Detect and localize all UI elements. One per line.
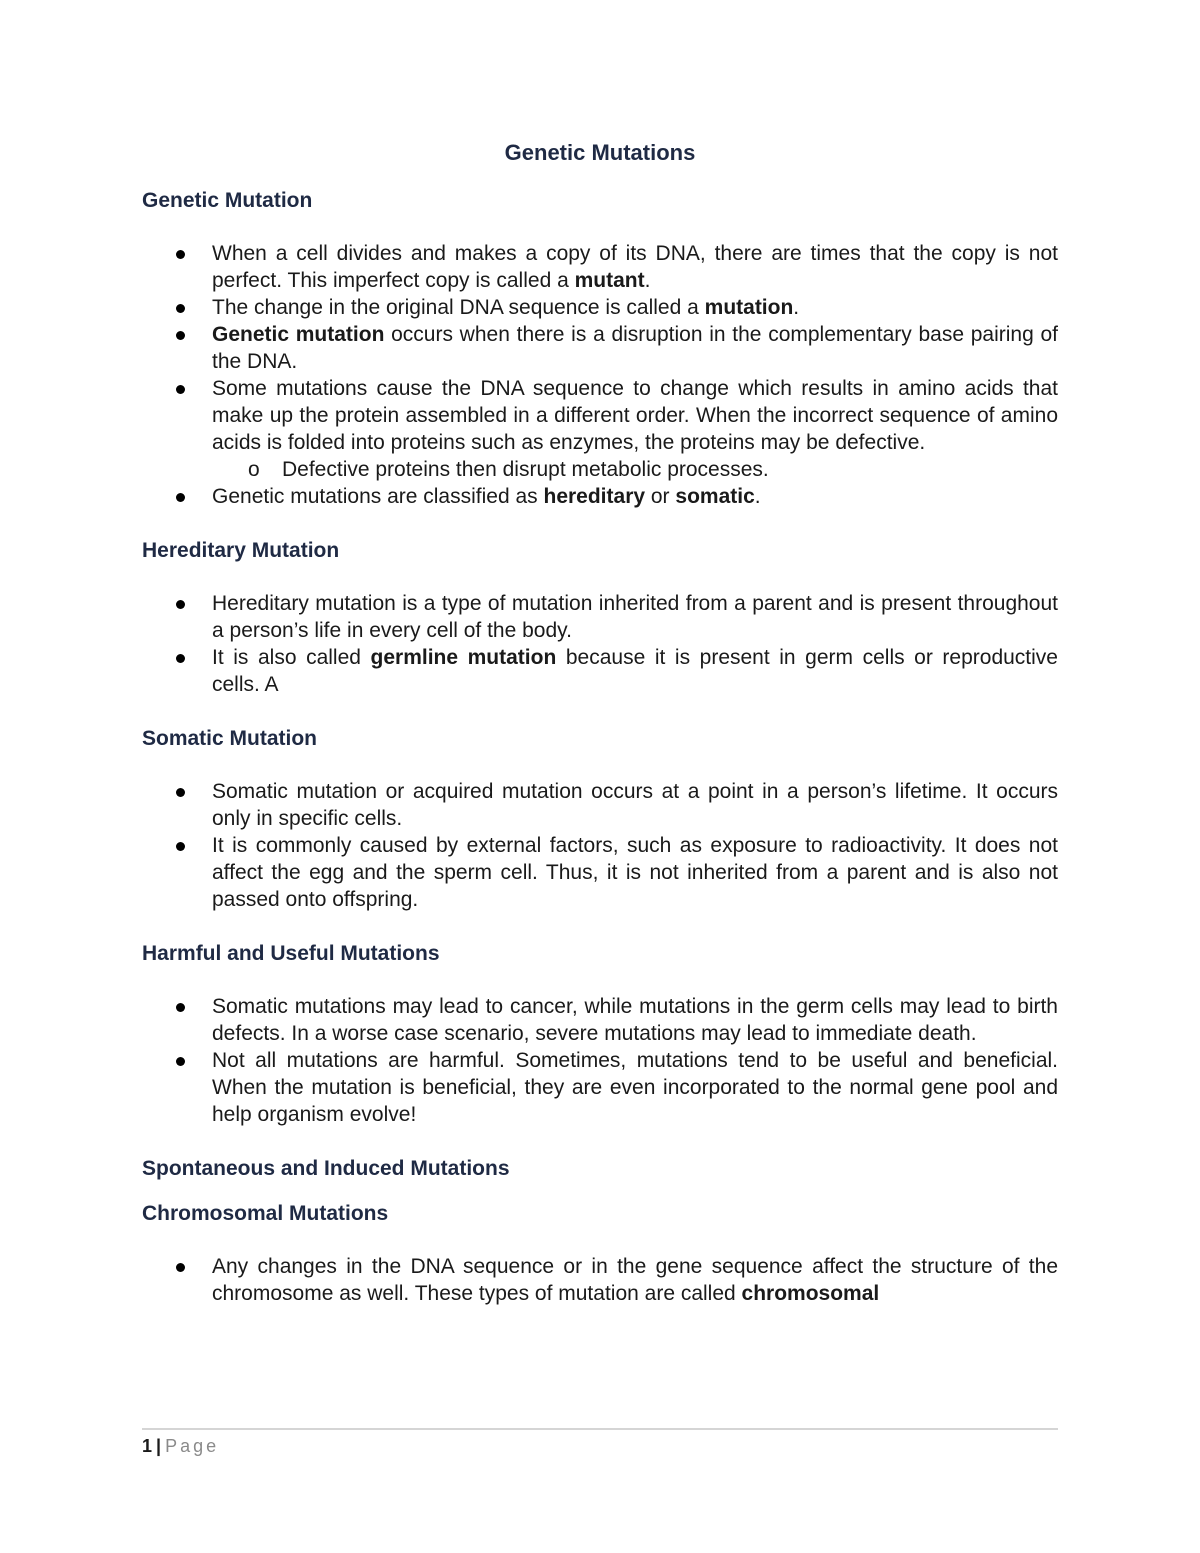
- sub-list-item: o Defective proteins then disrupt metabolic processes.: [248, 458, 769, 481]
- page-number: 1: [142, 1436, 153, 1456]
- page-footer: [142, 1433, 219, 1459]
- section-heading-chromosomal-mutations: Chromosomal Mutations: [142, 1202, 389, 1225]
- section-heading-harmful-useful: Harmful and Useful Mutations: [142, 942, 440, 965]
- section-heading-somatic-mutation: Somatic Mutation: [142, 727, 318, 750]
- sub-bullet-list: [212, 456, 1058, 483]
- list-item: When a cell divides and makes a copy of its DNA, there are times that the copy is not perfect. This imperfect copy is called a mutant.: [142, 240, 1058, 294]
- bullet-list-chromosomal-mutations: [142, 1253, 1058, 1307]
- list-item: Not all mutations are harmful. Sometimes, mutations tend to be useful and beneficial. When the mutation is beneficial, they are even incorporated to the normal gene pool and help organism evolve!: [142, 1047, 1058, 1128]
- list-item: Somatic mutation or acquired mutation occurs at a point in a person’s lifetime. It occurs only in specific cells.: [142, 778, 1058, 832]
- section-heading-genetic-mutation: Genetic Mutation: [142, 189, 313, 212]
- list-item: Any changes in the DNA sequence or in the gene sequence affect the structure of the chromosome as well. These types of mutation are called chromosomal: [142, 1253, 1058, 1307]
- list-item: The change in the original DNA sequence is called a mutation.: [142, 294, 1058, 321]
- section-heading-spontaneous-induced: Spontaneous and Induced Mutations: [142, 1157, 510, 1180]
- bullet-list-genetic-mutation: [142, 240, 1058, 510]
- list-item: Genetic mutations are classified as hereditary or somatic.: [142, 483, 1058, 510]
- document-body: [142, 186, 1058, 1307]
- section-heading-hereditary-mutation: Hereditary Mutation: [142, 539, 340, 562]
- list-item: It is also called germline mutation because it is present in germ cells or reproductive cells. A: [142, 644, 1058, 698]
- list-item: Some mutations cause the DNA sequence to change which results in amino acids that make up the protein assembled in a different order. When the incorrect sequence of amino acids is folded into proteins such as enzymes, the proteins may be defective. o Defective proteins then disrupt metabolic processes.: [142, 375, 1058, 483]
- list-item: Somatic mutations may lead to cancer, while mutations in the germ cells may lead to birth defects. In a worse case scenario, severe mutations may lead to immediate death.: [142, 993, 1058, 1047]
- sub-bullet-marker: o: [248, 458, 260, 481]
- footer-separator: |: [156, 1436, 162, 1456]
- bullet-list-somatic-mutation: [142, 778, 1058, 913]
- list-item: Hereditary mutation is a type of mutation inherited from a parent and is present throughout a person’s life in every cell of the body.: [142, 590, 1058, 644]
- list-item: It is commonly caused by external factors, such as exposure to radioactivity. It does not affect the egg and the sperm cell. Thus, it is not inherited from a parent and is also not passed onto offspring.: [142, 832, 1058, 913]
- footer-divider: [142, 1428, 1058, 1430]
- bullet-list-hereditary-mutation: [142, 590, 1058, 698]
- bullet-list-harmful-useful: [142, 993, 1058, 1128]
- list-item: Genetic mutation occurs when there is a disruption in the complementary base pairing of the DNA.: [142, 321, 1058, 375]
- page-label: Page: [165, 1436, 220, 1456]
- document-title: Genetic Mutations: [504, 140, 696, 165]
